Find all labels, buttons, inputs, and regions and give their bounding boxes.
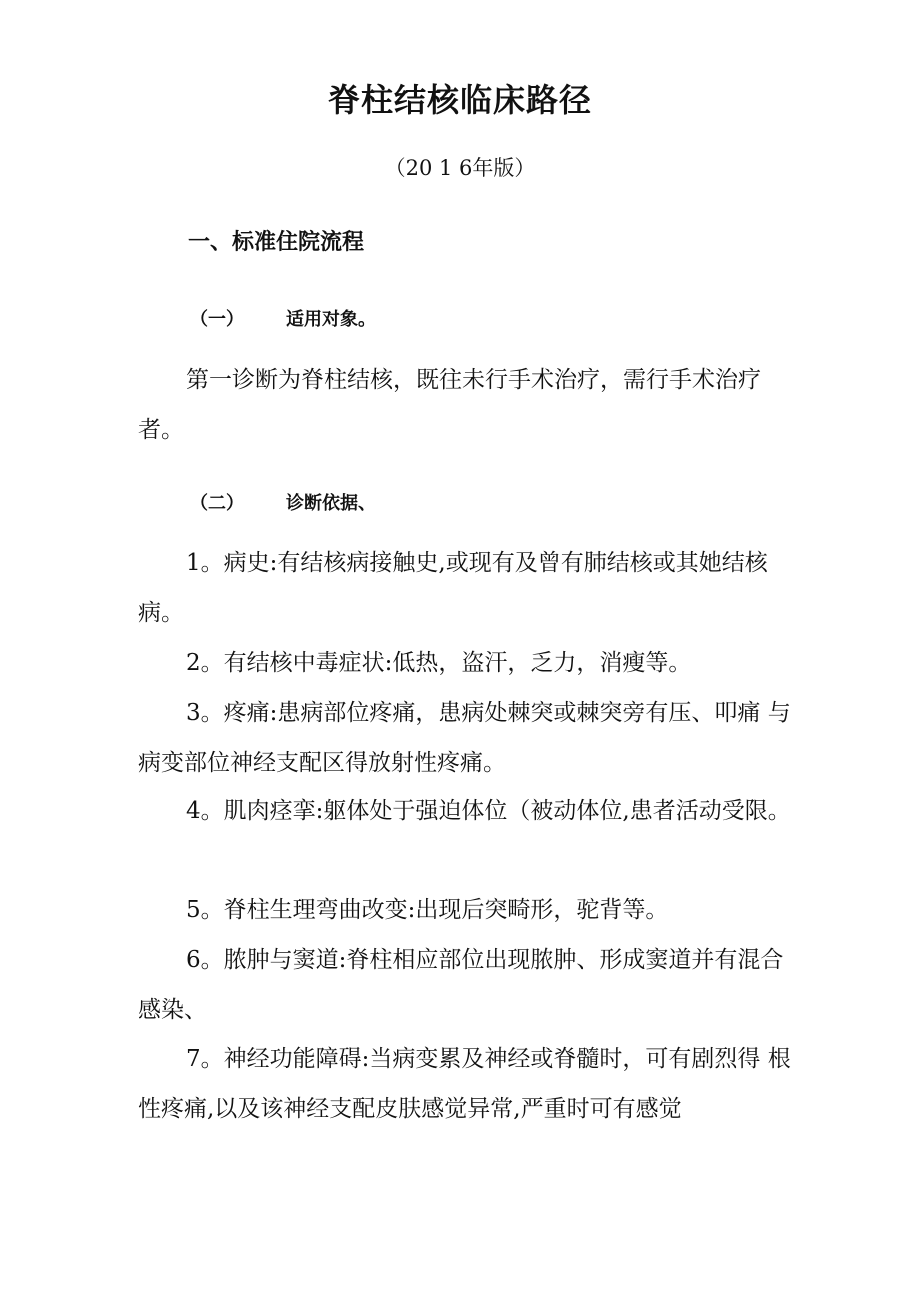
paragraph-applicable-object: 第一诊断为脊柱结核，既往未行手术治疗，需行手术治疗者。 <box>138 367 761 443</box>
subsection-title: 适用对象。 <box>286 309 376 330</box>
diagnosis-item-5: 5。脊柱生理弯曲改变:出现后突畸形，驼背等。 <box>186 897 669 923</box>
subsection-number: （一） <box>190 309 244 330</box>
diagnosis-item-6: 6。脓肿与窦道:脊柱相应部位出现脓肿、形成窦道并有混合感染、 <box>138 947 784 1023</box>
document-edition: （20 1 6年版） <box>384 156 536 180</box>
diagnosis-item-1: 1。病史:有结核病接触史,或现有及曾有肺结核或其她结核病。 <box>138 550 768 626</box>
document-title: 脊柱结核临床路径 <box>327 81 592 119</box>
subsection-heading-applicable <box>190 305 376 335</box>
subsection-number: （二） <box>190 493 244 514</box>
diagnosis-item-4: 4。肌肉痉挛:躯体处于强迫体位（被动体位,患者活动受限。 <box>186 798 791 824</box>
diagnosis-item-3: 3。疼痛:患病部位疼痛，患病处棘突或棘突旁有压、叩痛 与病变部位神经支配区得放射性疼痛。 <box>138 700 791 776</box>
subsection-heading-diagnosis <box>190 489 376 519</box>
subsection-title: 诊断依据、 <box>286 493 376 514</box>
section-heading-standard-process: 一、标准住院流程 <box>188 230 365 255</box>
diagnosis-item-2: 2。有结核中毒症状:低热，盗汗，乏力，消瘦等。 <box>186 650 692 676</box>
diagnosis-item-7: 7。神经功能障碍:当病变累及神经或脊髓时，可有剧烈得 根性疼痛,以及该神经支配皮肤感觉异常,严重时可有感觉 <box>138 1046 791 1122</box>
